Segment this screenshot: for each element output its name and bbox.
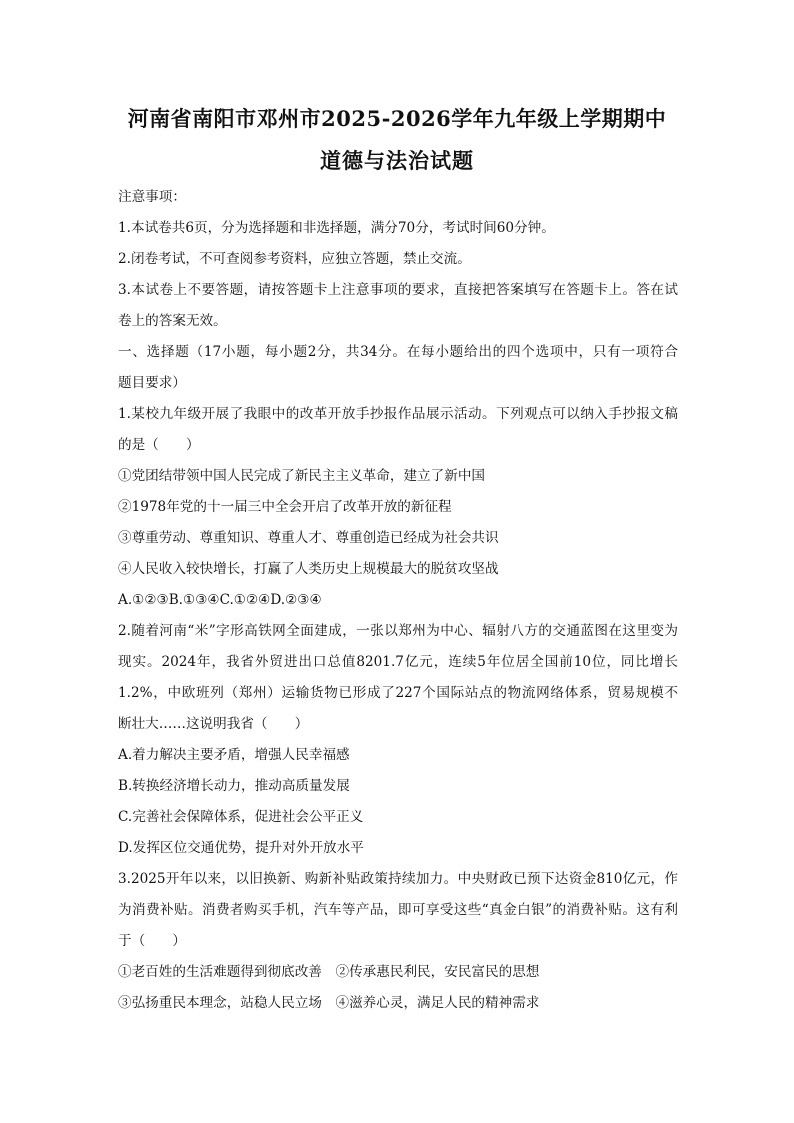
question-stem-line: 1.2%，中欧班列（郑州）运输货物已形成了227个国际站点的物流网络体系，贸易规模不	[118, 685, 678, 701]
question-stem-line: 2.随着河南“米”字形高铁网全面建成，一张以郑州为中心、辐射八方的交通蓝图在这里变为	[118, 623, 678, 639]
question-stem-line: 于（ ）	[118, 933, 186, 949]
answer-choices: A.①②③B.①③④C.①②④D.②③④	[118, 592, 322, 608]
question-option: ④人民收入较快增长，打赢了人类历史上规模最大的脱贫攻坚战	[118, 561, 499, 577]
question-3	[118, 864, 678, 1019]
section-heading-line: 题目要求）	[118, 375, 186, 391]
exam-subtitle: 道德与法治试题	[320, 148, 474, 173]
question-option: ②1978年党的十一届三中全会开启了改革开放的新征程	[118, 499, 452, 515]
question-1	[118, 399, 678, 616]
notice-section	[118, 182, 678, 337]
section-heading-line: 一、选择题（17小题，每小题2分，共34分。在每小题给出的四个选项中，只有一项符合	[118, 344, 678, 360]
question-stem-line: 现实。2024年，我省外贸进出口总值8201.7亿元，连续5年位居全国前10位，同比增长	[118, 654, 678, 670]
section-heading	[118, 337, 678, 399]
question-option: C.完善社会保障体系，促进社会公平正义	[118, 809, 364, 825]
question-2	[118, 616, 678, 864]
exam-content	[118, 182, 678, 1019]
question-option: A.着力解决主要矛盾，增强人民幸福感	[118, 747, 350, 763]
notice-heading: 注意事项：	[118, 189, 186, 205]
question-option: ③尊重劳动、尊重知识、尊重人才、尊重创造已经成为社会共识	[118, 530, 499, 546]
question-option: ①老百姓的生活难题得到彻底改善 ②传承惠民利民，安民富民的思想	[118, 964, 540, 980]
question-stem-line: 1.某校九年级开展了我眼中的改革开放手抄报作品展示活动。下列观点可以纳入手抄报文稿	[118, 406, 678, 422]
exam-title: 河南省南阳市邓州市2025-2026学年九年级上学期期中	[127, 106, 667, 131]
notice-item: 2.闭卷考试，不可查阅参考资料，应独立答题，禁止交流。	[118, 251, 471, 267]
question-option: B.转换经济增长动力，推动高质量发展	[118, 778, 350, 794]
notice-item: 3.本试卷上不要答题，请按答题卡上注意事项的要求，直接把答案填写在答题卡上。答在试	[118, 282, 678, 298]
question-stem-line: 的是（ ）	[118, 437, 200, 453]
notice-item-continued: 卷上的答案无效。	[118, 313, 227, 329]
question-stem-line: 3.2025开年以来，以旧换新、购新补贴政策持续加力。中央财政已预下达资金810亿元，作	[118, 871, 678, 887]
question-stem-line: 为消费补贴。消费者购买手机，汽车等产品，即可享受这些“真金白银”的消费补贴。这有利	[118, 902, 678, 918]
question-option: ③弘扬重民本理念，站稳人民立场 ④滋养心灵，满足人民的精神需求	[118, 995, 540, 1011]
question-option: D.发挥区位交通优势，提升对外开放水平	[118, 840, 364, 856]
notice-item: 1.本试卷共6页，分为选择题和非选择题，满分70分，考试时间60分钟。	[118, 220, 555, 236]
question-option: ①党团结带领中国人民完成了新民主主义革命，建立了新中国	[118, 468, 486, 484]
question-stem-line: 断壮大……这说明我省（ ）	[118, 716, 309, 732]
